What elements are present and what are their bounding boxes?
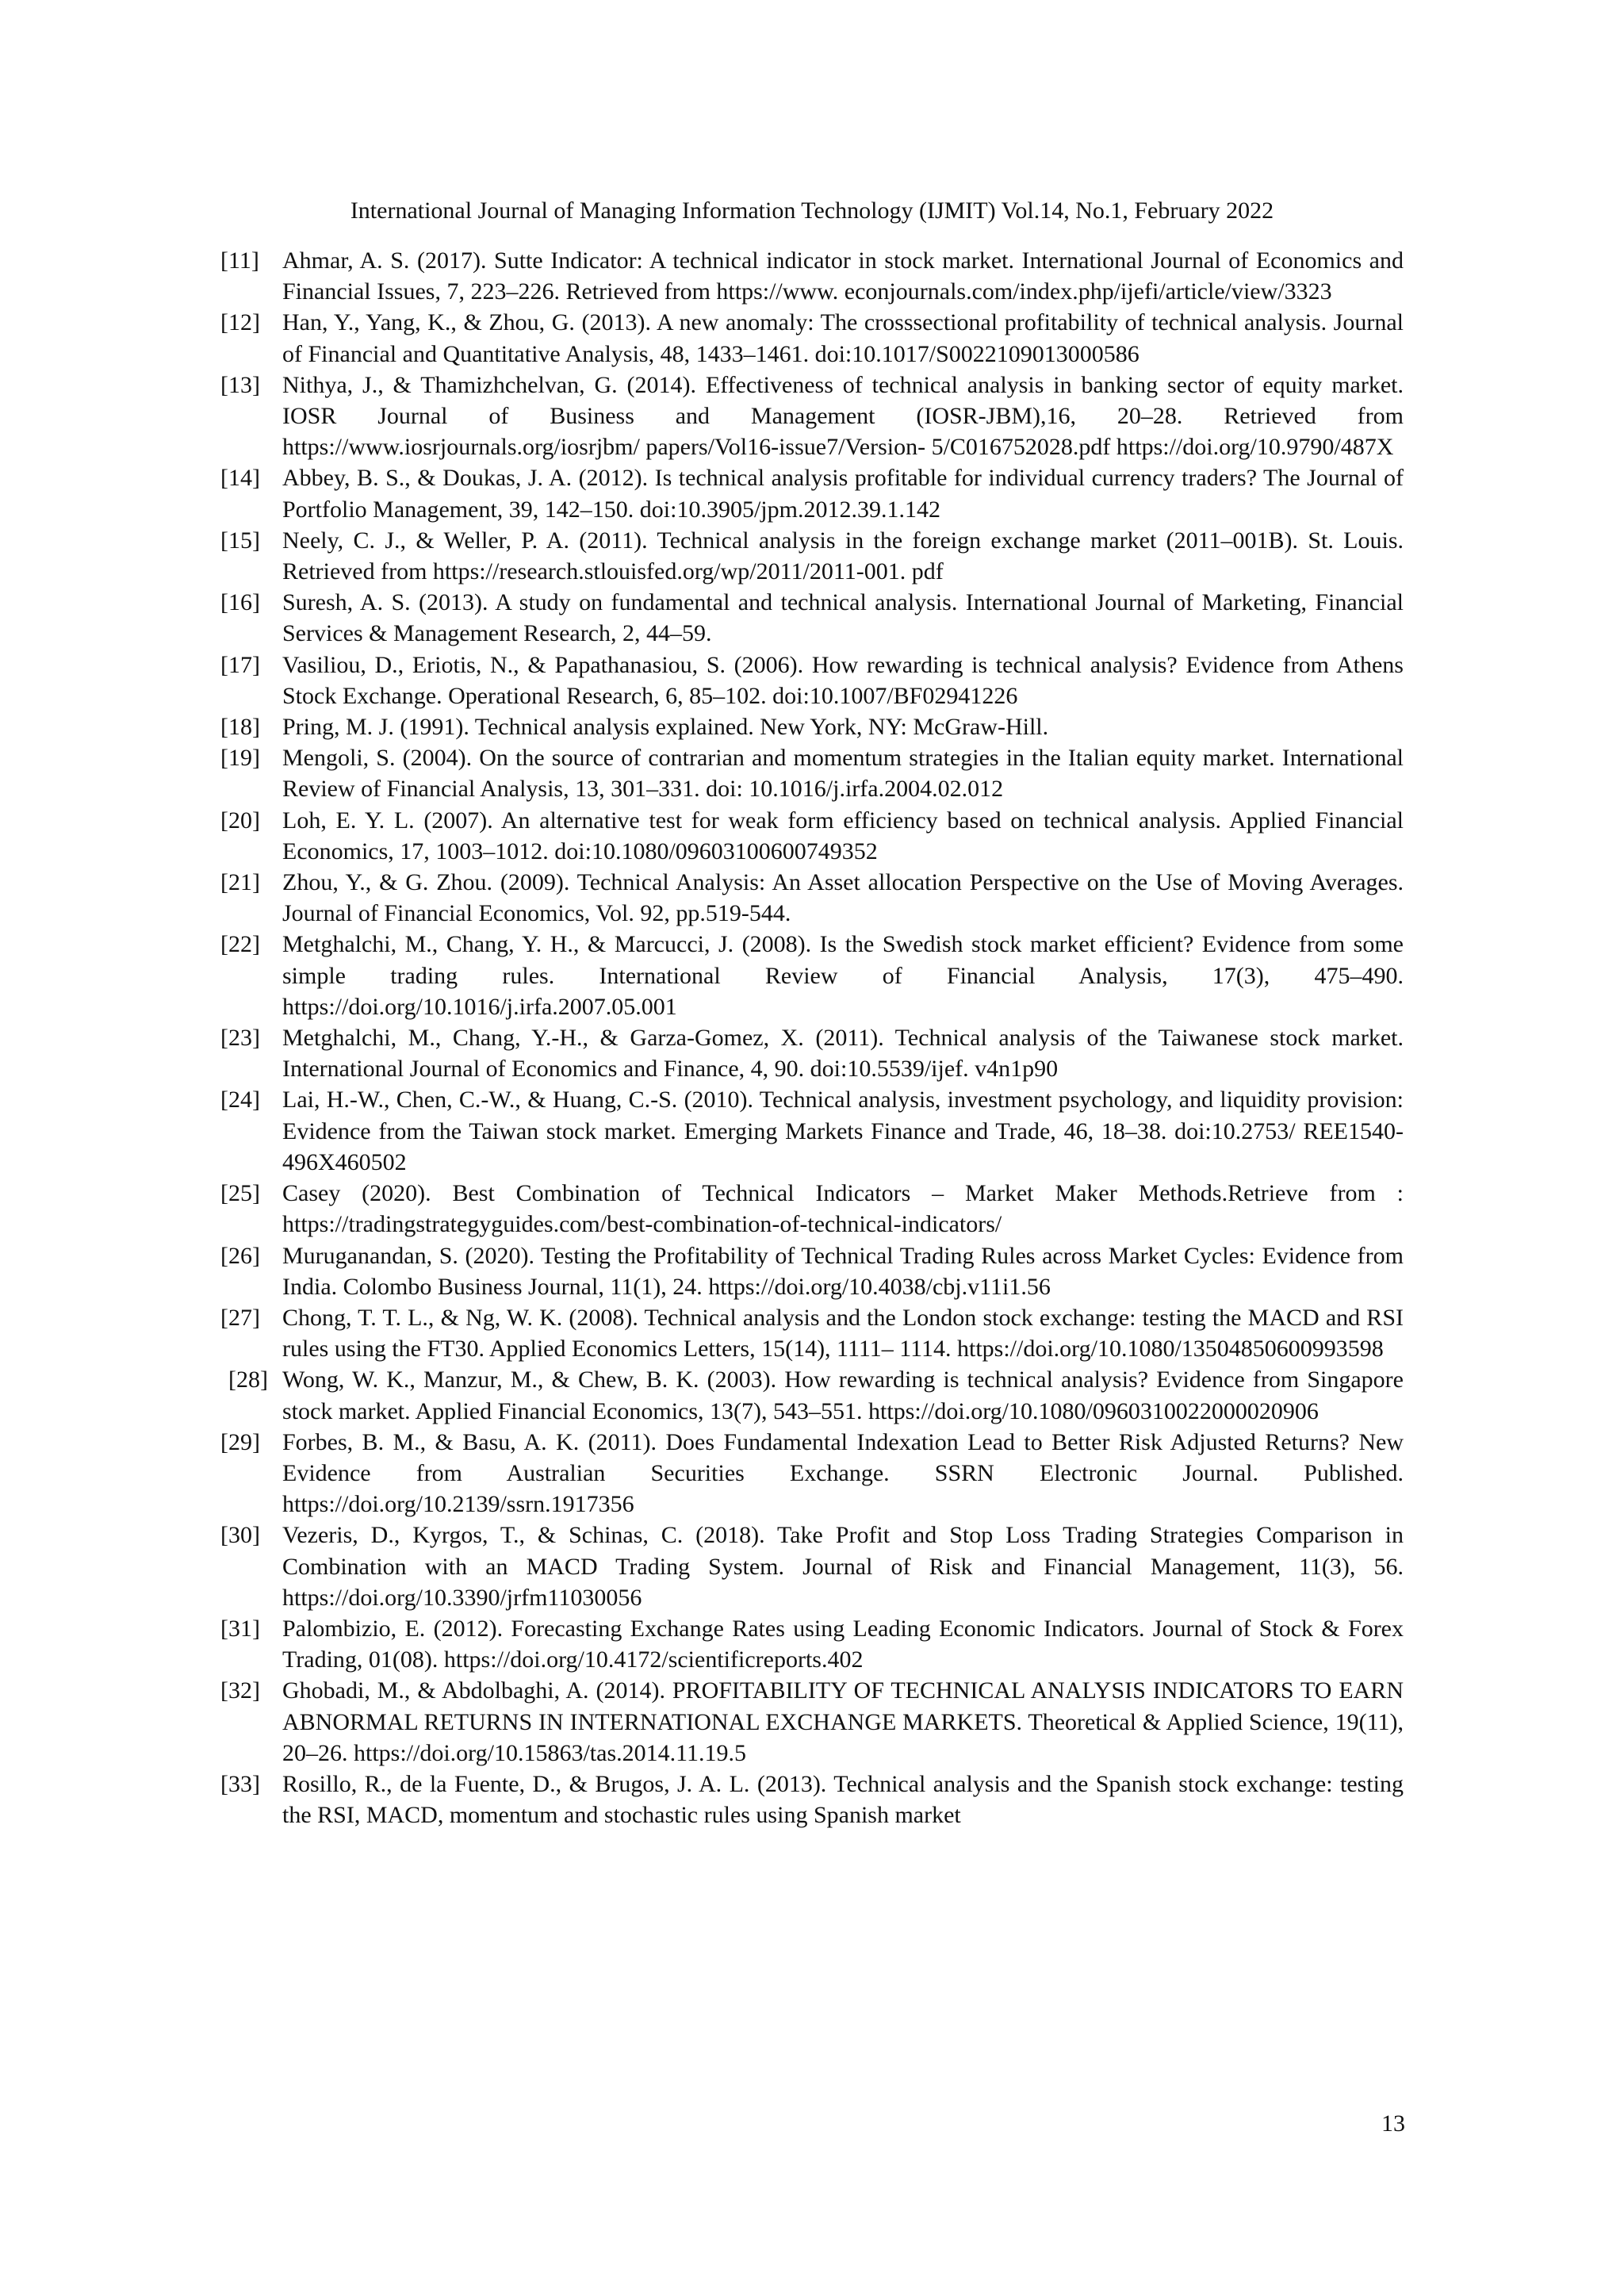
reference-item (220, 1084, 1404, 1178)
reference-number: [28] (228, 1366, 268, 1393)
reference-number: [21] (220, 869, 260, 896)
reference-item (220, 650, 1404, 711)
reference-text: Vezeris, D., Kyrgos, T., & Schinas, C. (2018). Take Profit and Stop Loss Trading Strategies Comparison in Combination with an MACD Trading System. Journal of Risk and Financial Management, 11(3), 56. https://doi.org/10.3390/jrfm11030056 (282, 1522, 1404, 1611)
reference-number: [11] (220, 247, 259, 274)
reference-number: [27] (220, 1304, 260, 1331)
reference-item (220, 1675, 1404, 1769)
reference-number: [17] (220, 651, 260, 678)
reference-item (220, 1427, 1404, 1520)
reference-number: [23] (220, 1025, 260, 1052)
reference-item (220, 1364, 1404, 1426)
journal-header: International Journal of Managing Information Technology (IJMIT) Vol.14, No.1, February 2022 (350, 197, 1274, 224)
reference-item (220, 1769, 1404, 1830)
reference-number: [26] (220, 1242, 260, 1269)
reference-text: Loh, E. Y. L. (2007). An alternative test for weak form efficiency based on technical analysis. Applied Financial Economics, 17, 1003–1012. doi:10.1080/09603100600749352 (282, 807, 1404, 864)
reference-item (220, 929, 1404, 1022)
reference-text: Abbey, B. S., & Doukas, J. A. (2012). Is technical analysis profitable for individual currency traders? The Journal of Portfolio Management, 39, 142–150. doi:10.3905/jpm.2012.39.1.142 (282, 465, 1404, 523)
reference-number: [12] (220, 309, 260, 336)
reference-item (220, 1022, 1404, 1084)
reference-text: Chong, T. T. L., & Ng, W. K. (2008). Technical analysis and the London stock exchange: testing the MACD and RSI rules using the FT30. Applied Economics Letters, 15(14), 1111– 1114. https://doi.org/10.1080/13504850600993598 (282, 1304, 1404, 1363)
reference-item (220, 867, 1404, 929)
reference-number: [22] (220, 931, 260, 958)
reference-item (220, 1520, 1404, 1613)
reference-number: [30] (220, 1522, 260, 1549)
reference-text: Metghalchi, M., Chang, Y.-H., & Garza-Gomez, X. (2011). Technical analysis of the Taiwanese stock market. International Journal of Economics and Finance, 4, 90. doi:10.5539/ijef. v4n1p90 (282, 1025, 1404, 1083)
reference-text: Suresh, A. S. (2013). A study on fundamental and technical analysis. International Journal of Marketing, Financial Services & Management Research, 2, 44–59. (282, 589, 1404, 647)
reference-number: [20] (220, 807, 260, 834)
reference-number: [33] (220, 1770, 260, 1797)
reference-number: [19] (220, 745, 260, 772)
page-number: 13 (1381, 2110, 1405, 2137)
reference-item (220, 1302, 1404, 1364)
reference-text: Forbes, B. M., & Basu, A. K. (2011). Does Fundamental Indexation Lead to Better Risk Adjusted Returns? New Evidence from Australian Securities Exchange. SSRN Electronic Journal. Published. https://doi.org/10.2139/ssrn.1917356 (282, 1428, 1404, 1518)
reference-item (220, 742, 1404, 804)
reference-item (220, 525, 1404, 587)
reference-number: [29] (220, 1428, 260, 1455)
reference-item (220, 245, 1404, 307)
reference-text: Zhou, Y., & G. Zhou. (2009). Technical Analysis: An Asset allocation Perspective on the Use of Moving Averages. Journal of Financial Economics, Vol. 92, pp.519-544. (282, 869, 1404, 927)
reference-text: Vasiliou, D., Eriotis, N., & Papathanasiou, S. (2006). How rewarding is technical analysis? Evidence from Athens Stock Exchange. Operational Research, 6, 85–102. doi:10.1007/BF02941226 (282, 651, 1404, 709)
reference-number: [18] (220, 714, 260, 741)
reference-text: Metghalchi, M., Chang, Y. H., & Marcucci, J. (2008). Is the Swedish stock market efficient? Evidence from some simple trading rules. International Review of Financial Analysis, 17(3), 475–490. https://doi.org/10.1016/j.irfa.2007.05.001 (282, 931, 1404, 1020)
reference-text: Han, Y., Yang, K., & Zhou, G. (2013). A new anomaly: The crosssectional profitability of technical analysis. Journal of Financial and Quantitative Analysis, 48, 1433–1461. doi:10.1017/S0022109013000586 (282, 309, 1404, 367)
reference-item (220, 805, 1404, 867)
reference-number: [16] (220, 589, 260, 616)
reference-text: Casey (2020). Best Combination of Technical Indicators – Market Maker Methods.Retrieve from : https://tradingstrategyguides.com/best-combination-of-technical-indicators/ (282, 1180, 1404, 1238)
reference-number: [15] (220, 527, 260, 554)
reference-text: Neely, C. J., & Weller, P. A. (2011). Technical analysis in the foreign exchange market (2011–001B). St. Louis. Retrieved from https://research.stlouisfed.org/wp/2011/2011-001. pdf (282, 527, 1404, 585)
reference-text: Muruganandan, S. (2020). Testing the Profitability of Technical Trading Rules across Market Cycles: Evidence from India. Colombo Business Journal, 11(1), 24. https://doi.org/10.4038/cbj.v11i1.56 (282, 1242, 1404, 1300)
reference-text: Lai, H.-W., Chen, C.-W., & Huang, C.-S. (2010). Technical analysis, investment psychology, and liquidity provision: Evidence from the Taiwan stock market. Emerging Markets Finance and Trade, 46, 18–38. doi:10.2753/ REE1540-496X460502 (282, 1087, 1404, 1175)
reference-text: Nithya, J., & Thamizhchelvan, G. (2014). Effectiveness of technical analysis in banking sector of equity market. IOSR Journal of Business and Management (IOSR-JBM),16, 20–28. Retrieved from https://www.iosrjournals.org/iosrjbm/ papers/Vol16-issue7/Version- 5/C016752028.pdf https://doi.org/10.9790/487X (282, 371, 1404, 461)
reference-text: Rosillo, R., de la Fuente, D., & Brugos, J. A. L. (2013). Technical analysis and the Spanish stock exchange: testing the RSI, MACD, momentum and stochastic rules using Spanish market (282, 1770, 1404, 1829)
reference-number: [13] (220, 371, 260, 398)
reference-item (220, 370, 1404, 463)
reference-item (220, 462, 1404, 524)
reference-text: Pring, M. J. (1991). Technical analysis explained. New York, NY: McGraw-Hill. (282, 714, 1049, 741)
reference-item (220, 1240, 1404, 1302)
reference-number: [32] (220, 1677, 260, 1704)
reference-number: [31] (220, 1615, 260, 1642)
reference-item (220, 711, 1404, 742)
reference-item (220, 307, 1404, 369)
reference-item (220, 587, 1404, 649)
reference-text: Wong, W. K., Manzur, M., & Chew, B. K. (2003). How rewarding is technical analysis? Evidence from Singapore stock market. Applied Financial Economics, 13(7), 543–551. https://doi.org/10.1080/0960310022000020906 (282, 1366, 1404, 1424)
reference-text: Mengoli, S. (2004). On the source of contrarian and momentum strategies in the Italian equity market. International Review of Financial Analysis, 13, 301–331. doi: 10.1016/j.irfa.2004.02.012 (282, 745, 1404, 803)
reference-item (220, 1613, 1404, 1675)
reference-number: [24] (220, 1087, 260, 1114)
reference-number: [14] (220, 465, 260, 492)
reference-text: Ghobadi, M., & Abdolbaghi, A. (2014). PROFITABILITY OF TECHNICAL ANALYSIS INDICATORS TO EARN ABNORMAL RETURNS IN INTERNATIONAL EXCHANGE MARKETS. Theoretical & Applied Science, 19(11), 20–26. https://doi.org/10.15863/tas.2014.11.19.5 (282, 1677, 1404, 1766)
reference-text: Palombizio, E. (2012). Forecasting Exchange Rates using Leading Economic Indicators. Journal of Stock & Forex Trading, 01(08). https://doi.org/10.4172/scientificreports.402 (282, 1615, 1404, 1673)
reference-text: Ahmar, A. S. (2017). Sutte Indicator: A technical indicator in stock market. International Journal of Economics and Financial Issues, 7, 223–226. Retrieved from https://www. econjournals.com/index.php/ijefi/article/view/3323 (282, 247, 1404, 305)
reference-number: [25] (220, 1180, 260, 1207)
reference-list (220, 245, 1404, 1830)
reference-item (220, 1178, 1404, 1240)
